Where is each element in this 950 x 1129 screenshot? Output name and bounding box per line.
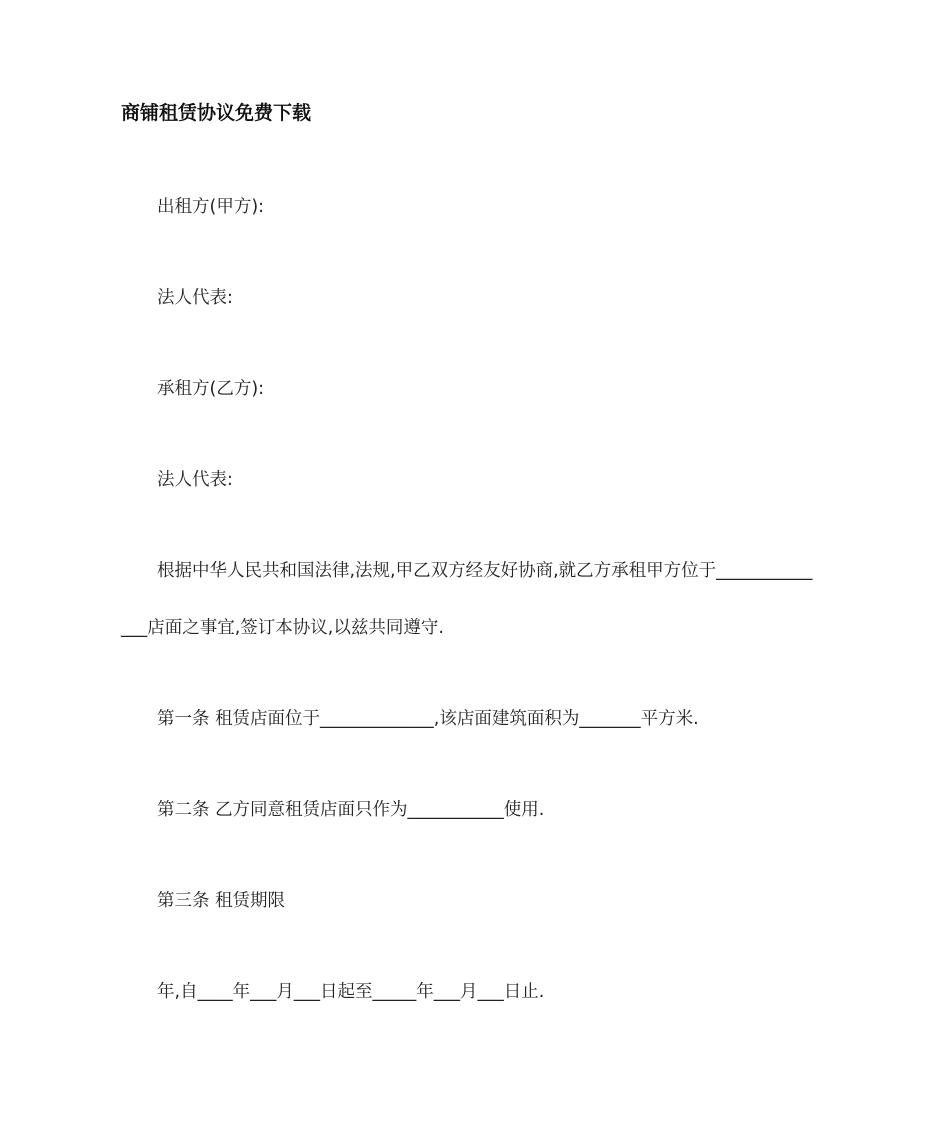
lease-term-line: 年,自____年___月___日起至_____年___月___日止. — [157, 982, 545, 1002]
preamble-line-1: 根据中华人民共和国法律,法规,甲乙双方经友好协商,就乙方承租甲方位于___________ — [157, 561, 813, 581]
lessee-representative-label: 法人代表: — [157, 470, 233, 490]
lessor-label: 出租方(甲方): — [157, 197, 265, 217]
article-1: 第一条 租赁店面位于_____________,该店面建筑面积为_______平方米. — [157, 709, 699, 729]
preamble-line-2: ___店面之事宜,签订本协议,以兹共同遵守. — [121, 618, 444, 638]
article-3-heading: 第三条 租赁期限 — [157, 891, 286, 911]
article-2: 第二条 乙方同意租赁店面只作为___________使用. — [157, 800, 545, 820]
lessor-representative-label: 法人代表: — [157, 288, 233, 308]
lessee-label: 承租方(乙方): — [157, 379, 265, 399]
document-title: 商铺租赁协议免费下载 — [121, 102, 312, 124]
